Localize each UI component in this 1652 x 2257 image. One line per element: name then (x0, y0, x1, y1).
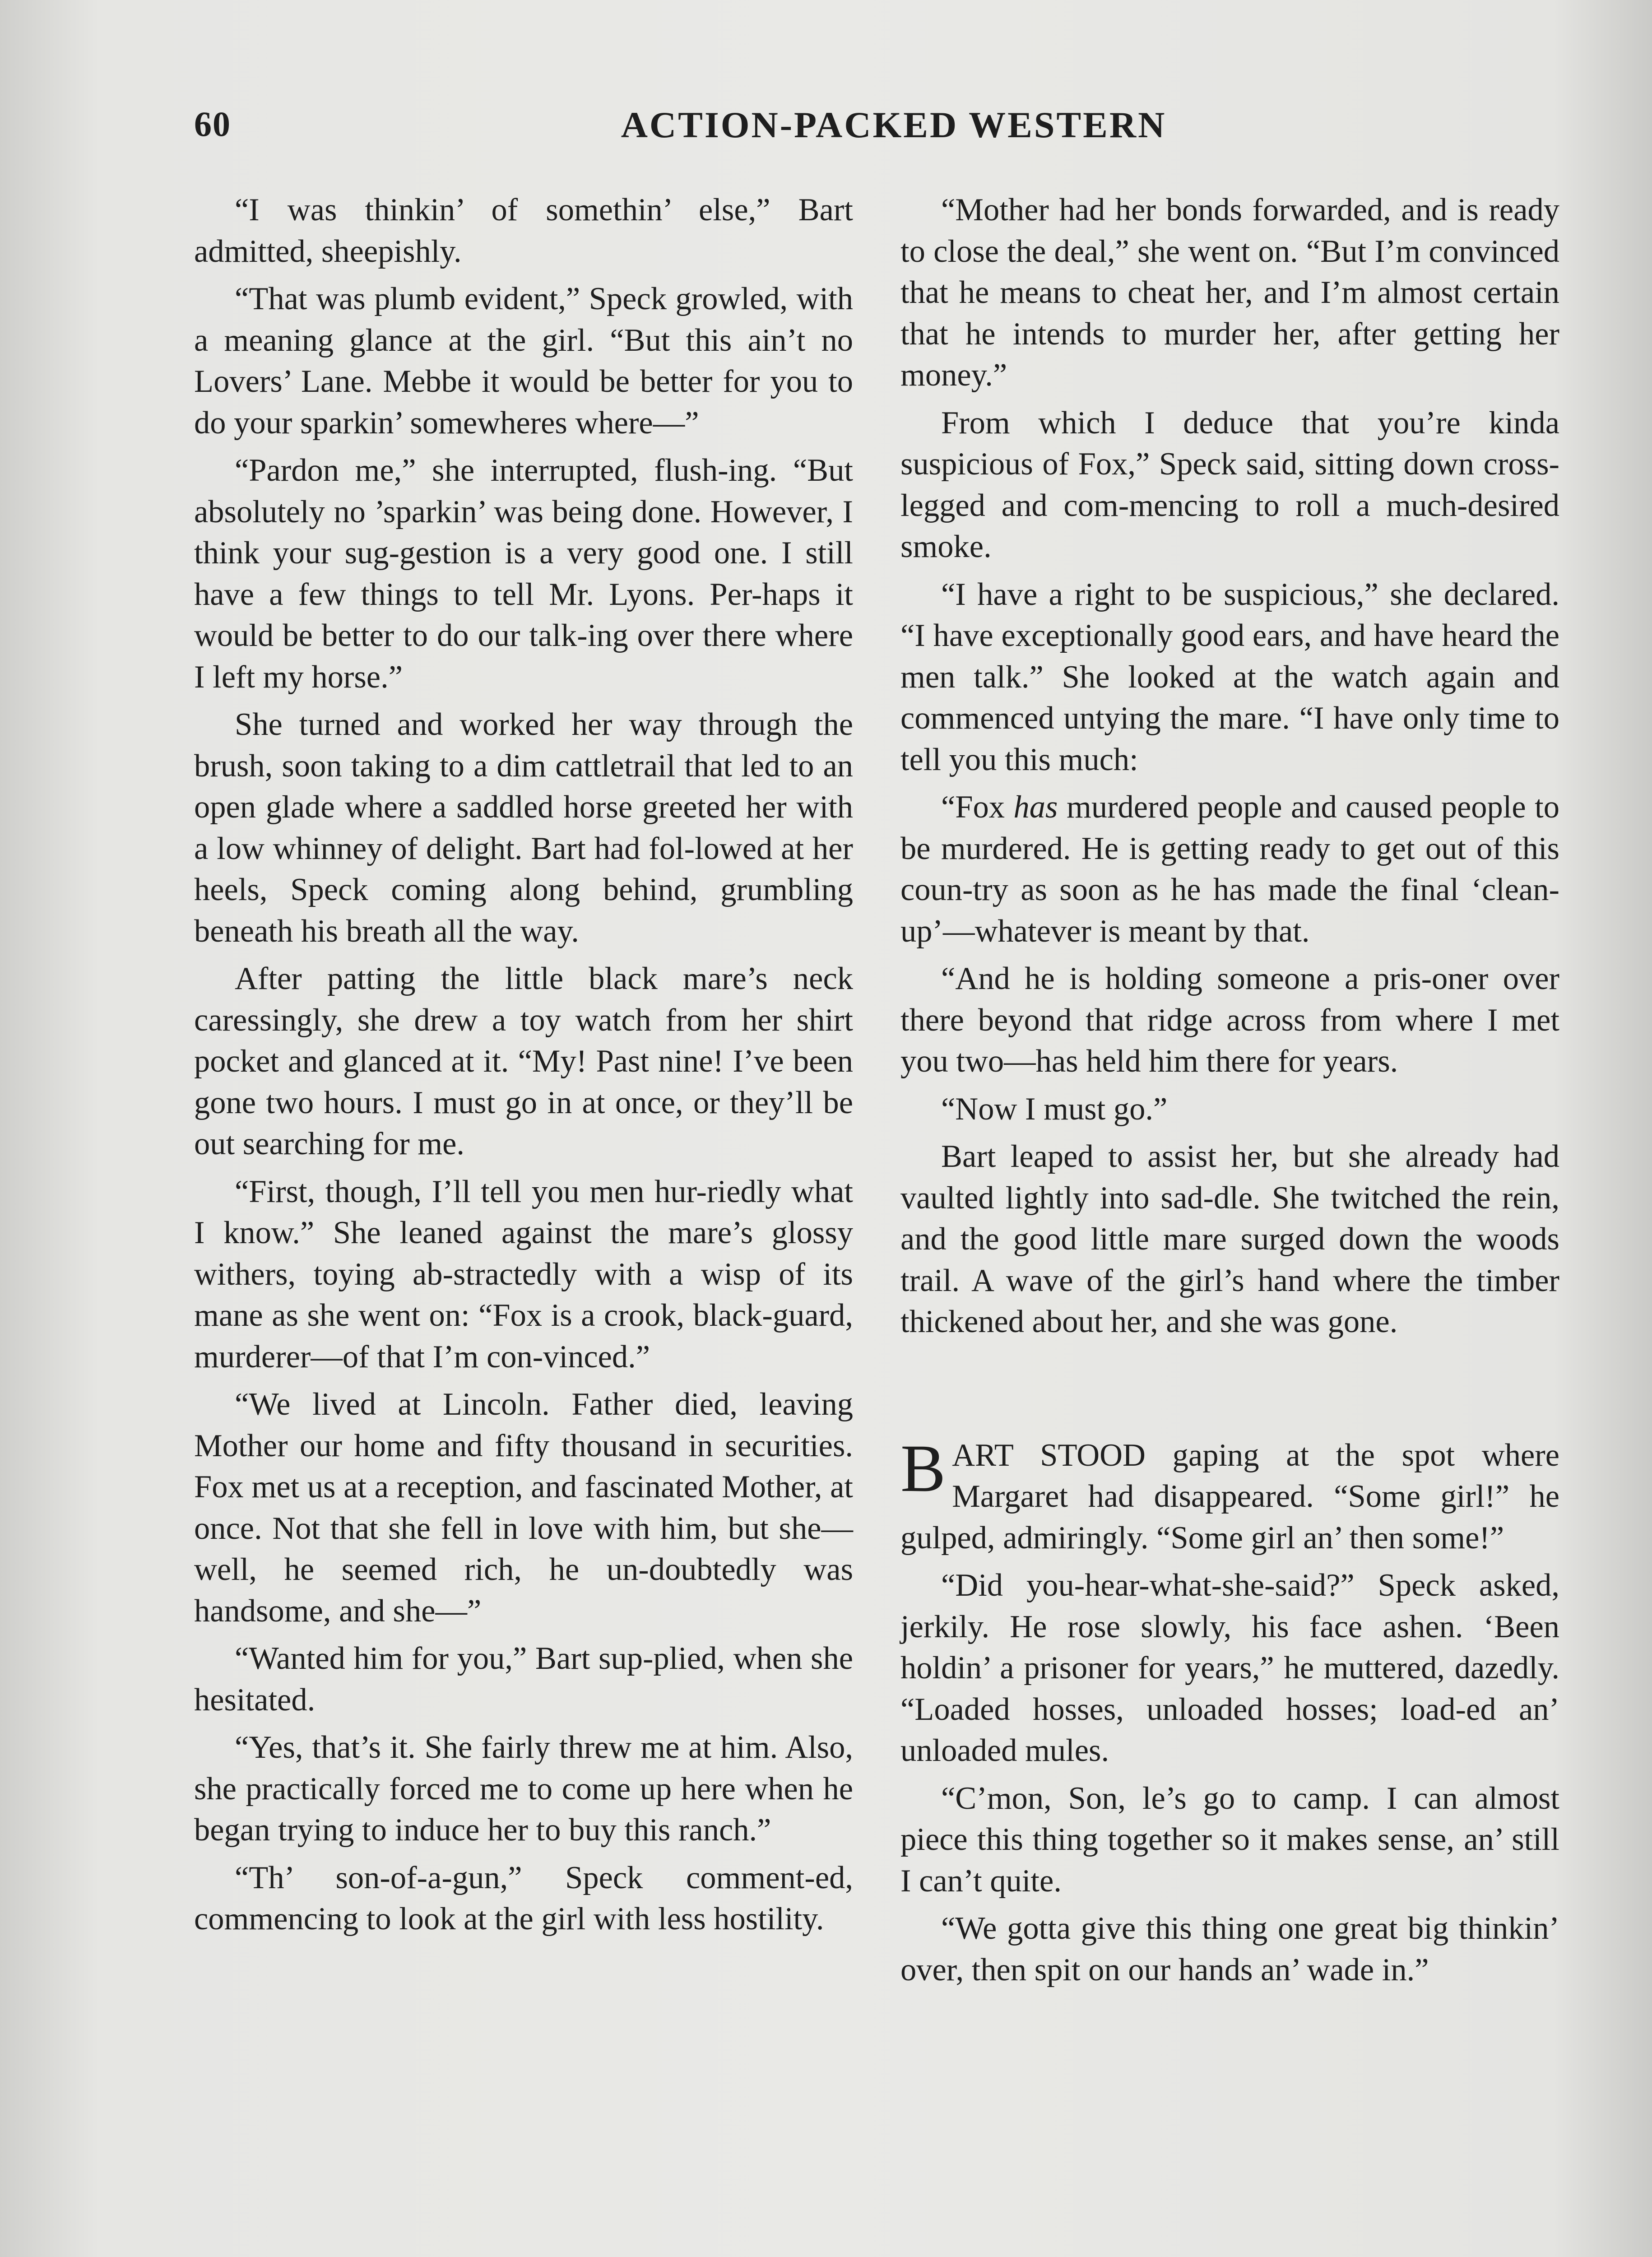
running-title: ACTION-PACKED WESTERN (621, 104, 1167, 145)
paragraph: “Wanted him for you,” Bart sup-plied, when she hesitated. (194, 1641, 853, 1718)
page-header (194, 104, 1557, 158)
paragraph: “We gotta give this thing one great big thinkin’ over, then spit on our hands an’ wade in.” (900, 1911, 1559, 1988)
paragraph: “Yes, that’s it. She fairly threw me at him. Also, she practically forced me to come up here when he began trying to induce her to buy this ranch.” (194, 1730, 853, 1848)
paragraph: She turned and worked her way through the brush, soon taking to a dim cattletrail that led to an open glade where a saddled horse greeted her with a low whinney of delight. Bart had fol-lowed at her heels, Speck coming along behind, grumbling beneath his breath all the way. (194, 707, 853, 949)
drop-cap: B (900, 1430, 946, 1506)
lead-in-caps: ART STOOD (952, 1437, 1146, 1473)
paragraph: “That was plumb evident,” Speck growled, with a meaning glance at the girl. “But this ain’t no Lovers’ Lane. Mebbe it would be better for you to do your sparkin’ somewheres where—” (194, 281, 853, 441)
paragraph: “We lived at Lincoln. Father died, leaving Mother our home and fifty thousand in securities. Fox met us at a reception, and fascinated Mother, at once. Not that she fell in love with him, but she—well, he seemed rich, he un-doubtedly was handsome, and she—” (194, 1387, 853, 1629)
paragraph: “And he is holding someone a pris-oner over there beyond that ridge across from where I met you two—has held him there for years. (900, 961, 1559, 1079)
section-break (900, 1349, 1559, 1435)
paragraph: “First, though, I’ll tell you men hur-riedly what I know.” She leaned against the mare’s glossy withers, toying ab-stractedly with a wisp of its mane as she went on: “Fox is a crook, black-guard, murderer—of that I’m con-vinced.” (194, 1174, 853, 1375)
paragraph: “Pardon me,” she interrupted, flush-ing. “But absolutely no ’sparkin’ was being done. However, I think your sug-gestion is a very good one. I still have a few things to tell Mr. Lyons. Per-haps it would be better to do our talk-ing over there where I left my horse.” (194, 453, 853, 695)
paragraph: Bart leaped to assist her, but she already had vaulted lightly into sad-dle. She twitched the rein, and the good little mare surged down the woods trail. A wave of the girl’s hand where the timber thickened about her, and she was gone. (900, 1139, 1559, 1339)
paragraph: “Mother had her bonds forwarded, and is ready to close the deal,” she went on. “But I’m convinced that he means to cheat her, and I’m almost certain that he intends to murder her, after getting her money.” (900, 192, 1559, 393)
paragraph: “Now I must go.” (941, 1091, 1168, 1127)
emphasis-word: has (1013, 789, 1058, 825)
paragraph: After patting the little black mare’s neck caressingly, she drew a toy watch from her shirt pocket and glanced at it. “My! Past nine! I’ve been gone two hours. I must go in at once, or they’ll be out searching for me. (194, 961, 853, 1161)
fox-paragraph (900, 787, 1559, 952)
paragraph: “Did you-hear-what-she-said?” Speck asked, jerkily. He rose slowly, his face ashen. ‘Been holdin’ a prisoner for years,” he muttered, dazedly. “Loaded hosses, unloaded hosses; load-ed an’ unloaded mules. (900, 1568, 1559, 1768)
right-column (900, 190, 1559, 1997)
text-run: murdered people and caused people to be murdered. He is getting ready to get out of this coun-try as soon as he has made the final ‘clean-up’—whatever is meant by that. (900, 789, 1560, 949)
paragraph: “I was thinkin’ of somethin’ else,” Bart admitted, sheepishly. (194, 192, 853, 269)
page-number: 60 (194, 104, 231, 144)
paragraph: “I have a right to be suspicious,” she declared. “I have exceptionally good ears, and have heard the men talk.” She looked at the watch again and commenced untying the mare. “I have only time to tell you this much: (900, 576, 1559, 777)
left-column (194, 190, 853, 1946)
text-run: “Fox (941, 789, 1014, 825)
paragraph: From which I deduce that you’re kinda suspicious of Fox,” Speck said, sitting down cross-legged and com-mencing to roll a much-desired smoke. (900, 405, 1559, 564)
paragraph: “Th’ son-of-a-gun,” Speck comment-ed, commencing to look at the girl with less hostility. (194, 1860, 853, 1937)
paragraph: “C’mon, Son, le’s go to camp. I can almost piece this thing together so it makes sense, an’ still I can’t quite. (900, 1780, 1559, 1899)
text-run: gaping at the spot where Margaret had disappeared. “Some girl!” he gulped, admiringly. “Some girl an’ then some!” (900, 1437, 1560, 1556)
section-opening-paragraph (900, 1430, 1560, 1559)
